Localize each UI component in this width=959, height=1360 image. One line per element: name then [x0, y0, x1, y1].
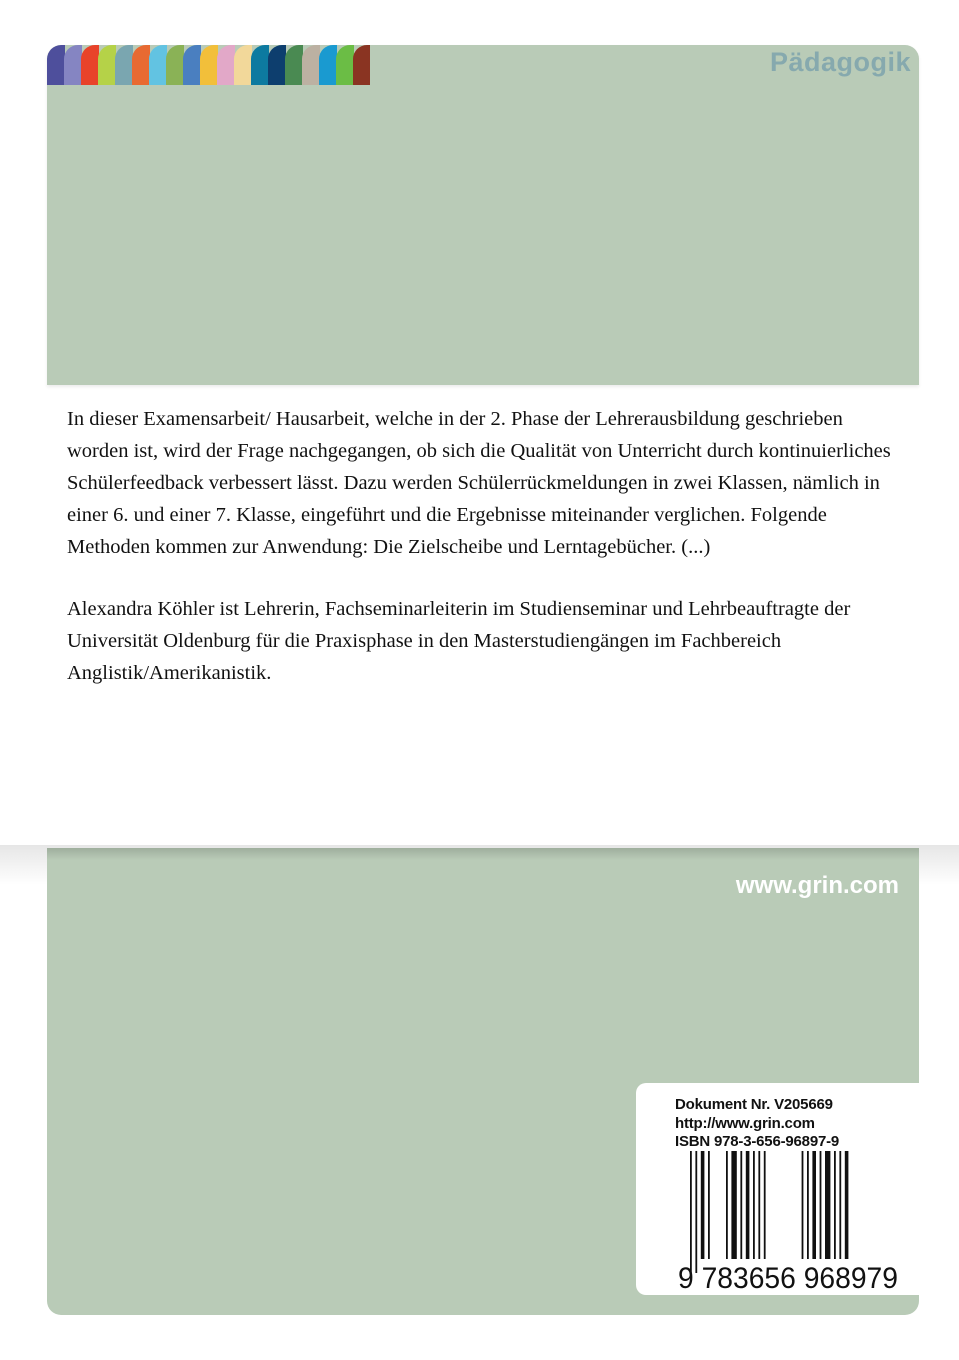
color-tab — [132, 45, 150, 85]
barcode-icon — [676, 1151, 901, 1291]
color-tab — [302, 45, 320, 85]
color-tab — [319, 45, 337, 85]
color-tab — [200, 45, 218, 85]
svg-text:9 783656 968979: 9 783656 968979 — [678, 1262, 898, 1291]
color-tab — [251, 45, 269, 85]
publisher-url: http://www.grin.com — [675, 1114, 815, 1132]
color-tab — [149, 45, 167, 85]
description-text — [67, 403, 897, 719]
color-tab — [183, 45, 201, 85]
color-tab — [268, 45, 286, 85]
isbn-number: ISBN 978-3-656-96897-9 — [675, 1133, 840, 1150]
abstract-paragraph: In dieser Examensarbeit/ Hausarbeit, welche in der 2. Phase der Lehrerausbildung geschrieben worden ist, wird der Frage nachgegangen, ob sich die Qualität von Unterricht durch kontinuierliches Schülerfeedback verbessert lässt. Dazu werden Schülerrückmeldungen in zwei Klassen, nämlich in einer 6. und einer 7. Klasse, eingeführt und die Ergebnisse miteinander verglichen. Folgende Methoden kommen zur Anwendung: Die Zielscheibe und Lerntagebücher. (...) — [67, 408, 891, 558]
color-tab — [47, 45, 65, 85]
website-label: www.grin.com — [735, 872, 899, 899]
author-bio-paragraph: Alexandra Köhler ist Lehrerin, Fachseminarleiterin im Studienseminar und Lehrbeauftragte der Universität Oldenburg für die Praxisphase in den Masterstudiengängen im Fachbereich Anglistik/Amerikanistik. — [67, 598, 851, 684]
color-tab — [353, 45, 370, 85]
color-tab — [115, 45, 133, 85]
isbn-info-box — [636, 1083, 919, 1295]
color-tab-strip — [47, 45, 370, 85]
color-tab — [217, 45, 235, 85]
color-tab — [234, 45, 252, 85]
color-tab — [285, 45, 303, 85]
bottom-cover-panel — [47, 848, 919, 1315]
color-tab — [336, 45, 354, 85]
color-tab — [98, 45, 116, 85]
color-tab — [64, 45, 82, 85]
document-number: Dokument Nr. V205669 — [675, 1096, 833, 1113]
category-label: Pädagogik — [769, 47, 911, 77]
top-cover-panel — [47, 45, 919, 385]
color-tab — [81, 45, 99, 85]
color-tab — [166, 45, 184, 85]
